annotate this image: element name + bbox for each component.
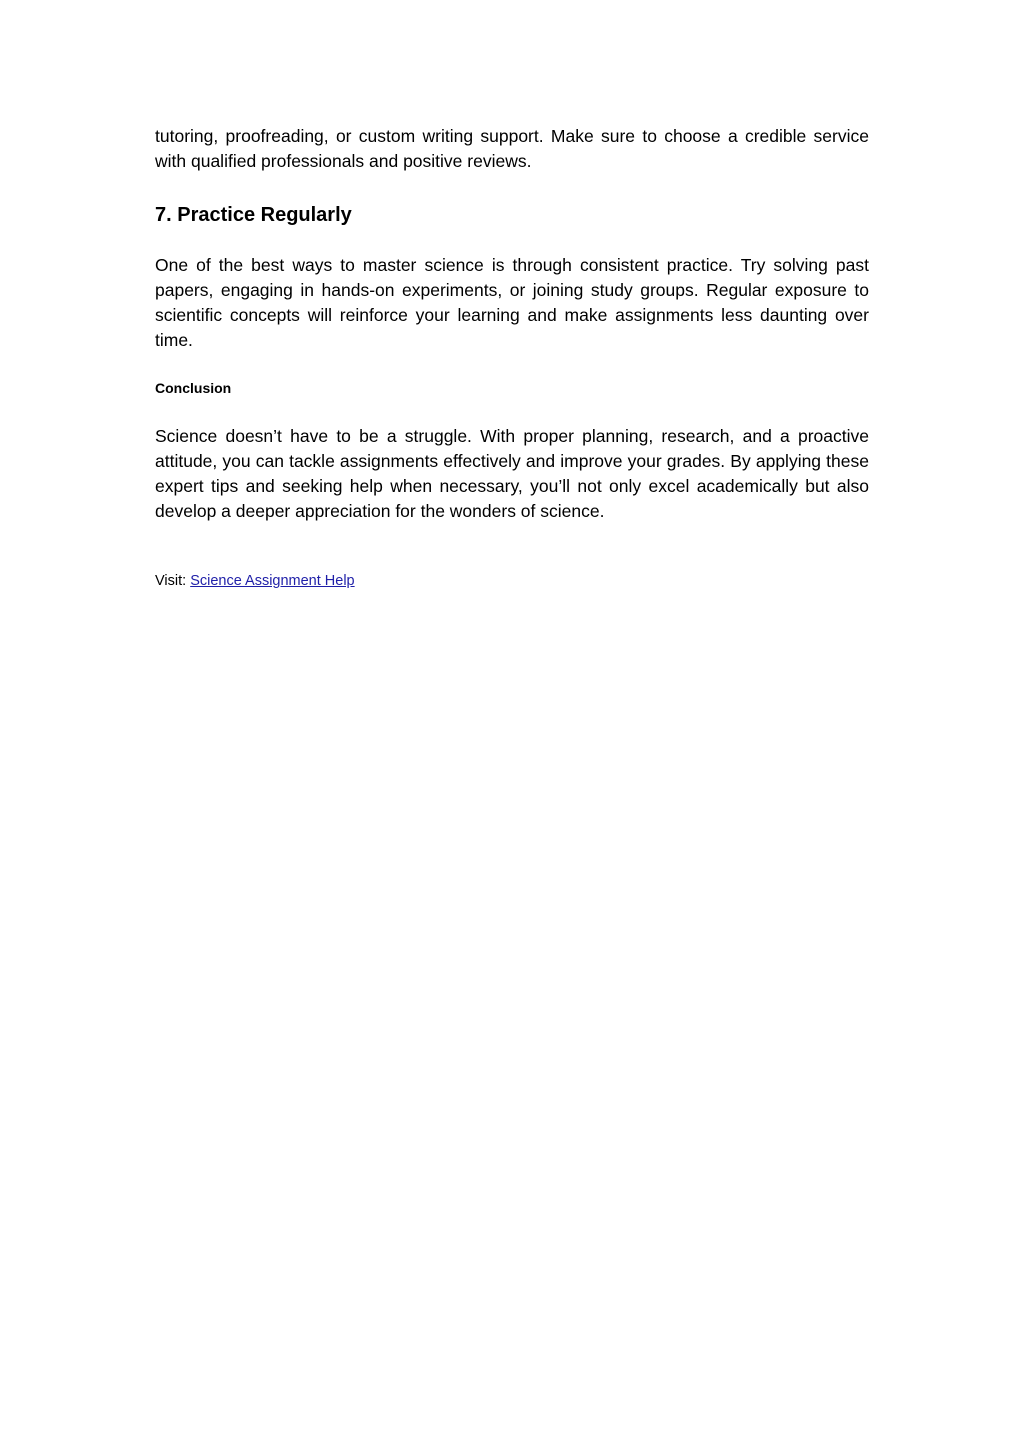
intro-paragraph: tutoring, proofreading, or custom writing support. Make sure to choose a credible service with qualified professionals and positive reviews. bbox=[155, 126, 869, 171]
visit-label: Visit: bbox=[155, 573, 191, 589]
conclusion-heading: Conclusion bbox=[155, 380, 232, 396]
section-paragraph: One of the best ways to master science is through consistent practice. Try solving past papers, engaging in hands-on experiments, or joining study groups. Regular exposure to scientific concepts will reinforce your learning and make assignments less daunting over time. bbox=[155, 255, 869, 350]
document-page bbox=[155, 120, 869, 591]
section-heading: 7. Practice Regularly bbox=[155, 204, 352, 226]
science-assignment-help-link[interactable]: Science Assignment Help bbox=[190, 573, 355, 589]
conclusion-paragraph: Science doesn’t have to be a struggle. With proper planning, research, and a proactive attitude, you can tackle assignments effectively and improve your grades. By applying these expert tips and seeking help when necessary, you’ll not only excel academically but also develop a deeper appreciation for the wonders of science. bbox=[155, 426, 869, 521]
visit-line bbox=[155, 571, 869, 591]
